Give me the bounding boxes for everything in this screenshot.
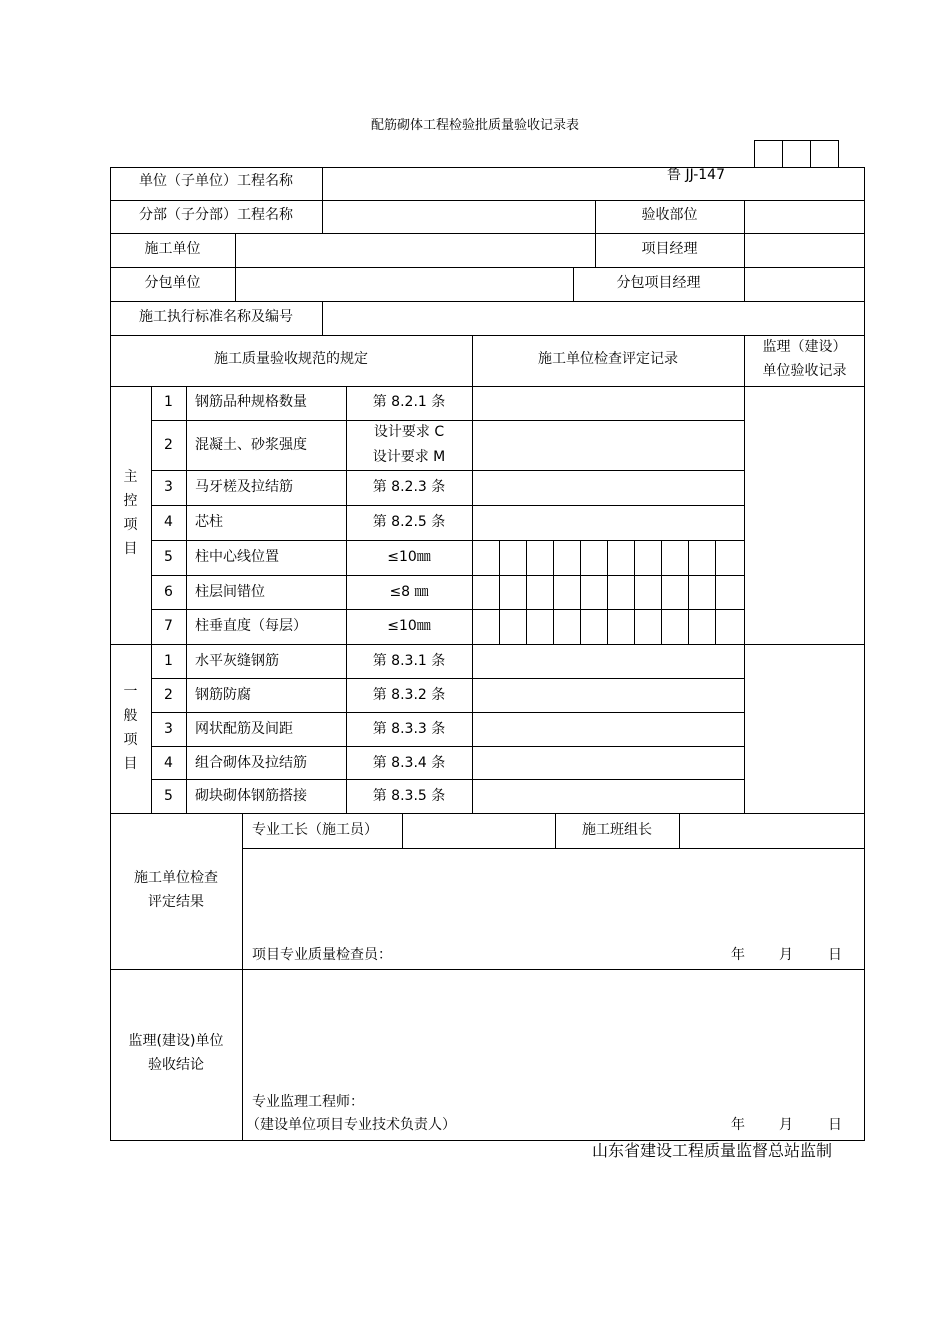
sub-project-manager-label: 分包项目经理: [616, 275, 701, 291]
date-day: 日: [828, 947, 842, 963]
main-group-char: 控: [123, 493, 138, 509]
subcontractor-label: 分包单位: [144, 275, 201, 291]
item-requirement: 第 8.2.3 条: [372, 479, 446, 495]
item-number: 1: [164, 394, 173, 410]
item-number: 1: [164, 653, 173, 669]
contractor-result-label: 评定结果: [148, 894, 204, 910]
supervisor-header-line2: 单位验收记录: [762, 363, 847, 379]
item-requirement: 第 8.3.2 条: [372, 687, 446, 703]
main-group-char: 目: [123, 541, 138, 557]
item-number: 7: [164, 618, 173, 634]
item-requirement: ≤10㎜: [387, 549, 431, 565]
item-name: 砌块砌体钢筋搭接: [195, 788, 307, 804]
date-year: 年: [731, 1117, 745, 1133]
item-name: 混凝土、砂浆强度: [195, 437, 307, 453]
page-title: 配筋砌体工程检验批质量验收记录表: [370, 118, 579, 133]
foreman-label: 专业工长（施工员）: [252, 822, 378, 838]
item-number: 5: [164, 549, 173, 565]
acceptance-part-label: 验收部位: [641, 207, 698, 223]
item-number: 3: [164, 721, 173, 737]
item-name: 马牙槎及拉结筋: [195, 479, 293, 495]
item-name: 组合砌体及拉结筋: [195, 755, 307, 771]
item-requirement: 第 8.3.4 条: [372, 755, 446, 771]
main-group-char: 主: [123, 469, 138, 485]
owner-label: （建设单位项目专业技术负责人）: [246, 1117, 456, 1133]
item-requirement: 第 8.3.5 条: [372, 788, 446, 804]
supervisor-header-line1: 监理（建设）: [762, 339, 847, 355]
form-code: 鲁 JJ-147: [667, 167, 725, 183]
spec-column-header: 施工质量验收规范的规定: [214, 351, 368, 367]
item-name: 钢筋品种规格数量: [195, 394, 307, 410]
item-number: 4: [164, 755, 173, 771]
date-year: 年: [731, 947, 745, 963]
subproject-label: 分部（子分部）工程名称: [139, 207, 293, 223]
date-month: 月: [779, 947, 793, 963]
contractor-record-header: 施工单位检查评定记录: [538, 351, 678, 367]
item-name: 柱垂直度（每层）: [195, 618, 307, 634]
code-boxes: [754, 140, 839, 168]
standard-label: 施工执行标准名称及编号: [139, 309, 293, 325]
item-name: 钢筋防腐: [195, 687, 251, 703]
supervisor-result-label: 验收结论: [148, 1057, 204, 1073]
item-name: 芯柱: [195, 514, 223, 530]
item-requirement: 第 8.2.1 条: [372, 394, 446, 410]
item-number: 2: [164, 687, 173, 703]
item-requirement: 第 8.3.3 条: [372, 721, 446, 737]
footer-issuer: 山东省建设工程质量监督总站监制: [592, 1141, 833, 1160]
item-number: 6: [164, 584, 173, 600]
supervisor-result-label: 监理(建设)单位: [128, 1033, 224, 1049]
date-day: 日: [828, 1117, 842, 1133]
general-group-char: 项: [123, 732, 138, 748]
project-manager-label: 项目经理: [641, 241, 698, 257]
project-name-label: 单位（子单位）工程名称: [139, 173, 293, 189]
item-name: 水平灰缝钢筋: [195, 653, 279, 669]
item-name: 柱层间错位: [195, 584, 265, 600]
item-requirement: ≤10㎜: [387, 618, 431, 634]
item-number: 2: [164, 437, 173, 453]
general-group-char: 目: [123, 756, 138, 772]
item-requirement: 第 8.2.5 条: [372, 514, 446, 530]
contractor-label: 施工单位: [144, 241, 201, 257]
item-number: 5: [164, 788, 173, 804]
item-number: 3: [164, 479, 173, 495]
contractor-result-label: 施工单位检查: [134, 870, 218, 886]
general-group-char: 般: [123, 708, 138, 724]
item-requirement: ≤8 ㎜: [389, 584, 429, 600]
general-group-char: 一: [123, 684, 138, 700]
inspector-label: 项目专业质量检查员：: [252, 947, 392, 963]
date-month: 月: [779, 1117, 793, 1133]
item-requirement: 设计要求 C: [373, 424, 445, 440]
item-requirement: 设计要求 M: [372, 449, 446, 465]
item-name: 柱中心线位置: [195, 549, 279, 565]
engineer-label: 专业监理工程师：: [252, 1094, 364, 1110]
item-number: 4: [164, 514, 173, 530]
item-requirement: 第 8.3.1 条: [372, 653, 446, 669]
main-group-char: 项: [123, 517, 138, 533]
team-leader-label: 施工班组长: [582, 822, 652, 838]
item-name: 网状配筋及间距: [195, 721, 293, 737]
